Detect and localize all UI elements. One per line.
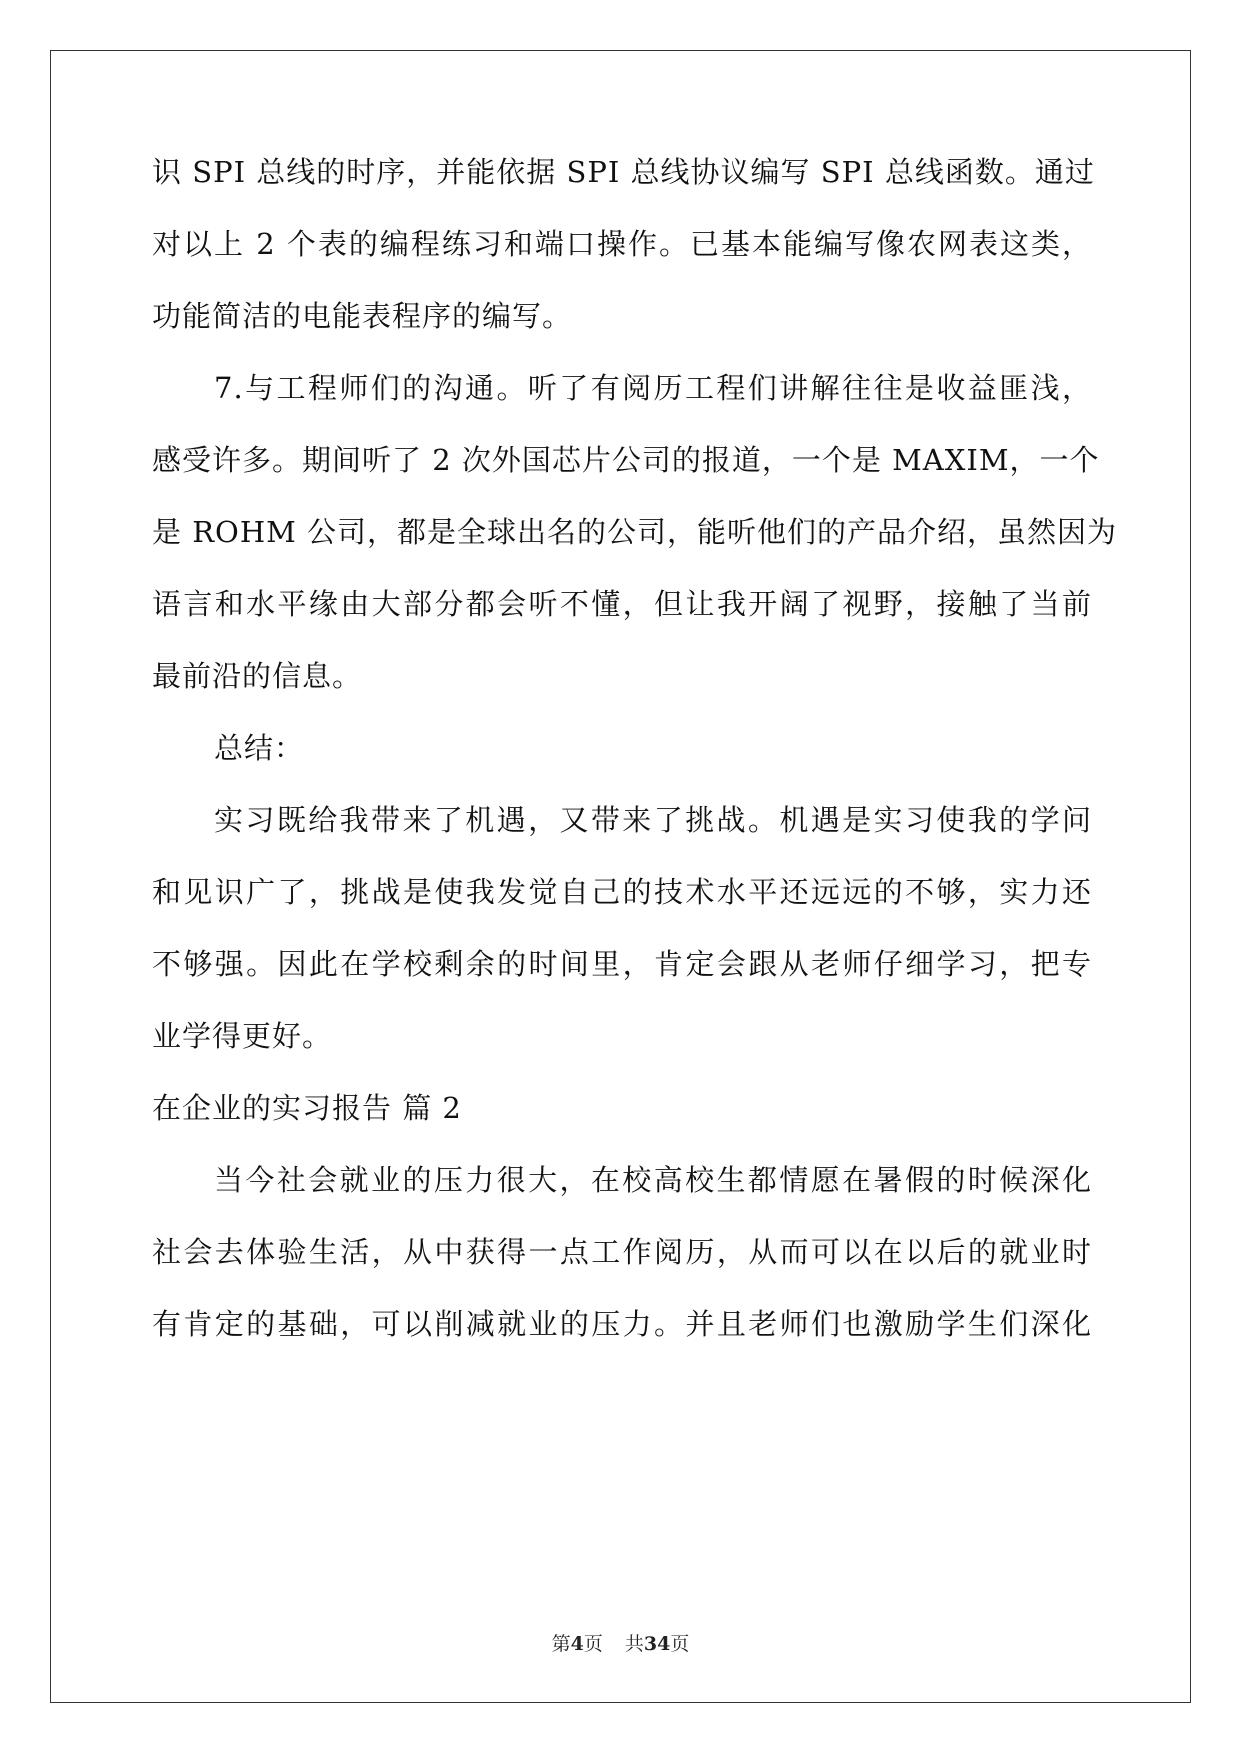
text-line: 识 SPI 总线的时序，并能依据 SPI 总线协议编写 SPI 总线函数。通过 bbox=[152, 155, 1095, 189]
text-line: 是 ROHM 公司，都是全球出名的公司，能听他们的产品介绍，虽然因为 bbox=[152, 515, 1118, 549]
footer-total-suffix: 页 bbox=[670, 1633, 690, 1655]
text-line: 最前沿的信息。 bbox=[152, 659, 363, 693]
footer-total-prefix: 共 bbox=[624, 1633, 644, 1655]
text-line: 对以上 2 个表的编程练习和端口操作。已基本能编写像农网表这类， bbox=[152, 227, 1092, 261]
section-label: 总结： bbox=[214, 731, 305, 765]
page-footer bbox=[0, 1632, 1241, 1656]
current-page-number: 4 bbox=[570, 1633, 584, 1655]
text-line: 感受许多。期间听了 2 次外国芯片公司的报道，一个是 MAXIM，一个 bbox=[152, 443, 1100, 477]
text-line: 功能简洁的电能表程序的编写。 bbox=[152, 299, 573, 333]
text-line: 不够强。因此在学校剩余的时间里，肯定会跟从老师仔细学习，把专 bbox=[152, 947, 1092, 981]
text-line: 当今社会就业的压力很大，在校高校生都情愿在暑假的时候深化 bbox=[214, 1163, 1092, 1197]
text-line: 语言和水平缘由大部分都会听不懂，但让我开阔了视野，接触了当前 bbox=[152, 587, 1092, 621]
text-line: 业学得更好。 bbox=[152, 1019, 333, 1053]
text-line: 7.与工程师们的沟通。听了有阅历工程们讲解往往是收益匪浅， bbox=[214, 371, 1092, 405]
total-page-count: 34 bbox=[643, 1633, 671, 1655]
text-line: 社会去体验生活，从中获得一点工作阅历，从而可以在以后的就业时 bbox=[152, 1235, 1092, 1269]
footer-page-suffix: 页 bbox=[583, 1633, 603, 1655]
section-heading: 在企业的实习报告 篇 2 bbox=[152, 1091, 462, 1125]
text-line: 实习既给我带来了机遇，又带来了挑战。机遇是实习使我的学问 bbox=[214, 803, 1092, 837]
text-line: 有肯定的基础，可以削减就业的压力。并且老师们也激励学生们深化 bbox=[152, 1307, 1092, 1341]
footer-prefix: 第 bbox=[551, 1633, 571, 1655]
text-line: 和见识广了，挑战是使我发觉自己的技术水平还远远的不够，实力还 bbox=[152, 875, 1092, 909]
